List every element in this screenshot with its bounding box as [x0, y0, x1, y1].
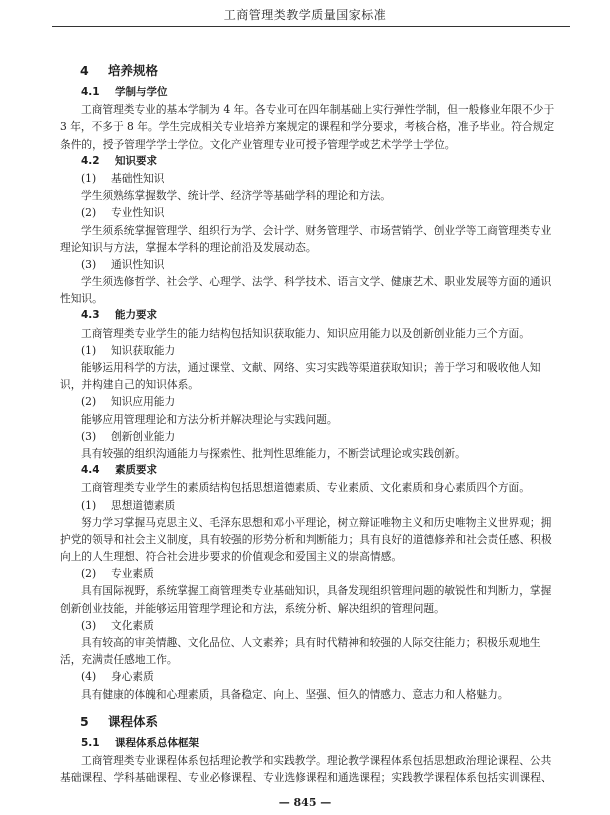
paragraph-line: 努力学习掌握马克思主义、毛泽东思想和邓小平理论，树立辩证唯物主义和历史唯物主义世界观；拥	[81, 515, 552, 529]
heading-title: 创新创业能力	[111, 429, 176, 443]
paragraph-line: 能够运用科学的方法，通过课堂、文献、网络、实习实践等渠道获取知识；善于学习和吸收他人知	[81, 361, 541, 374]
paragraph-line: 工商管理类专业学生的素质结构包括思想道德素质、专业素质、文化素质和身心素质四个方面。	[81, 481, 530, 495]
heading-number: 5.1	[81, 736, 100, 749]
item-heading	[60, 342, 574, 359]
heading-title: 课程体系	[108, 713, 159, 729]
subsection-heading	[60, 735, 574, 752]
paragraph-line: 性知识。	[60, 292, 103, 306]
paragraph-line: 创新创业技能，并能够运用管理学理论和方法，系统分析、解决组织的管理问题。	[60, 601, 445, 615]
heading-title: 学制与学位	[115, 86, 168, 98]
heading-number: (1)	[81, 498, 97, 512]
paragraph-line: 具有较高的审美情趣、文化品位、人文素养；具有时代精神和较强的人际交往能力；积极乐观地生	[81, 636, 541, 649]
paragraph-line: 工商管理类专业的基本学制为 4 年。各专业可在四年制基础上实行弹性学制，但一般修业年限不少于	[81, 103, 555, 117]
paragraph-line: 工商管理类专业课程体系包括理论教学和实践教学。理论教学课程体系包括思想政治理论课程、公共	[81, 753, 552, 767]
heading-number: (4)	[81, 670, 97, 684]
paragraph-line: 具有较强的组织沟通能力与探索性、批判性思维能力，不断尝试理论或实践创新。	[81, 446, 466, 460]
heading-title: 能力要求	[115, 309, 157, 322]
heading-title: 思想道德素质	[111, 498, 176, 512]
heading-number: (3)	[81, 429, 97, 443]
heading-title: 培养规格	[108, 63, 159, 78]
section-heading	[60, 58, 574, 84]
subsection-heading	[60, 307, 574, 324]
item-heading	[60, 617, 574, 634]
item-heading	[60, 170, 574, 187]
heading-title: 专业素质	[111, 567, 154, 581]
heading-title: 课程体系总体框架	[115, 736, 199, 749]
paragraph-line: 向上的人生理想、符合社会进步要求的价值观念和爱国主义的崇高情感。	[60, 550, 403, 564]
page-number: — 845 —	[278, 796, 332, 809]
item-heading	[60, 668, 574, 685]
heading-number: (1)	[81, 171, 97, 185]
heading-number: (2)	[81, 567, 97, 581]
heading-title: 知识应用能力	[111, 395, 176, 409]
paragraph-line: 基础课程、学科基础课程、专业必修课程、专业选修课程和通选课程；实践教学课程体系包括实训课程、	[60, 771, 552, 785]
paragraph-line: 学生须熟练掌握数学、统计学、经济学等基础学科的理论和方法。	[81, 189, 391, 203]
subsection-heading	[60, 462, 574, 479]
running-header: 工商管理类教学质量国家标准	[223, 8, 387, 22]
heading-title: 身心素质	[111, 670, 154, 684]
heading-title: 知识获取能力	[111, 343, 176, 357]
heading-number: 4.3	[81, 309, 100, 322]
paragraph-line: 学生须选修哲学、社会学、心理学、法学、科学技术、语言文学、健康艺术、职业发展等方面的通识	[81, 275, 552, 289]
heading-title: 通识性知识	[111, 257, 165, 271]
subsection-heading	[60, 153, 574, 170]
heading-number: (2)	[81, 395, 97, 409]
item-heading	[60, 256, 574, 273]
document-body	[60, 58, 574, 786]
paragraph-line: 具有国际视野，系统掌握工商管理类专业基础知识，具备发现组织管理问题的敏锐性和判断力，掌握	[81, 584, 552, 598]
heading-title: 素质要求	[115, 464, 157, 477]
paragraph-line: 工商管理类专业学生的能力结构包括知识获取能力、知识应用能力以及创新创业能力三个方面。	[81, 326, 530, 340]
item-heading	[60, 204, 574, 221]
item-heading	[60, 497, 574, 514]
heading-title: 知识要求	[115, 154, 157, 167]
item-heading	[60, 393, 574, 410]
paragraph-line: 护党的领导和社会主义制度，具有较强的形势分析和判断能力；具有良好的道德修养和社会责任感、积极	[60, 532, 552, 546]
paragraph-line: 理论知识与方法，掌握本学科的理论前沿及发展动态。	[60, 240, 317, 254]
heading-number: 4.4	[81, 464, 100, 477]
header-rule	[52, 26, 570, 27]
heading-title: 专业性知识	[111, 206, 165, 220]
paragraph-line: 学生须系统掌握管理学、组织行为学、会计学、财务管理学、市场营销学、创业学等工商管理类专业	[81, 223, 552, 237]
heading-number: 4.2	[81, 154, 100, 167]
paragraph-line: 识，并构建自己的知识体系。	[60, 378, 199, 392]
paragraph-line: 3 年，不多于 8 年。学生完成相关专业培养方案规定的课程和学分要求，考核合格，准予毕业。符合规定	[60, 120, 555, 134]
paragraph-line: 条件的，授予管理学学士学位。文化产业管理专业可授予管理学或艺术学学士学位。	[60, 137, 456, 151]
paragraph-line: 能够应用管理理论和方法分析并解决理论与实践问题。	[81, 412, 338, 426]
heading-number: (3)	[81, 618, 97, 632]
paragraph-line: 活，充满责任感地工作。	[60, 653, 178, 667]
item-heading	[60, 428, 574, 445]
heading-title: 基础性知识	[111, 171, 165, 185]
heading-number: (2)	[81, 206, 97, 220]
heading-number: (3)	[81, 257, 97, 271]
heading-number: 5	[80, 713, 89, 729]
item-heading	[60, 565, 574, 582]
subsection-heading	[60, 84, 574, 101]
heading-number: 4	[80, 63, 89, 78]
paragraph-line: 具有健康的体魄和心理素质，具备稳定、向上、坚强、恒久的情感力、意志力和人格魅力。	[81, 687, 509, 701]
section-heading	[60, 709, 574, 735]
heading-number: (1)	[81, 343, 97, 357]
heading-title: 文化素质	[111, 618, 154, 632]
heading-number: 4.1	[81, 86, 100, 98]
